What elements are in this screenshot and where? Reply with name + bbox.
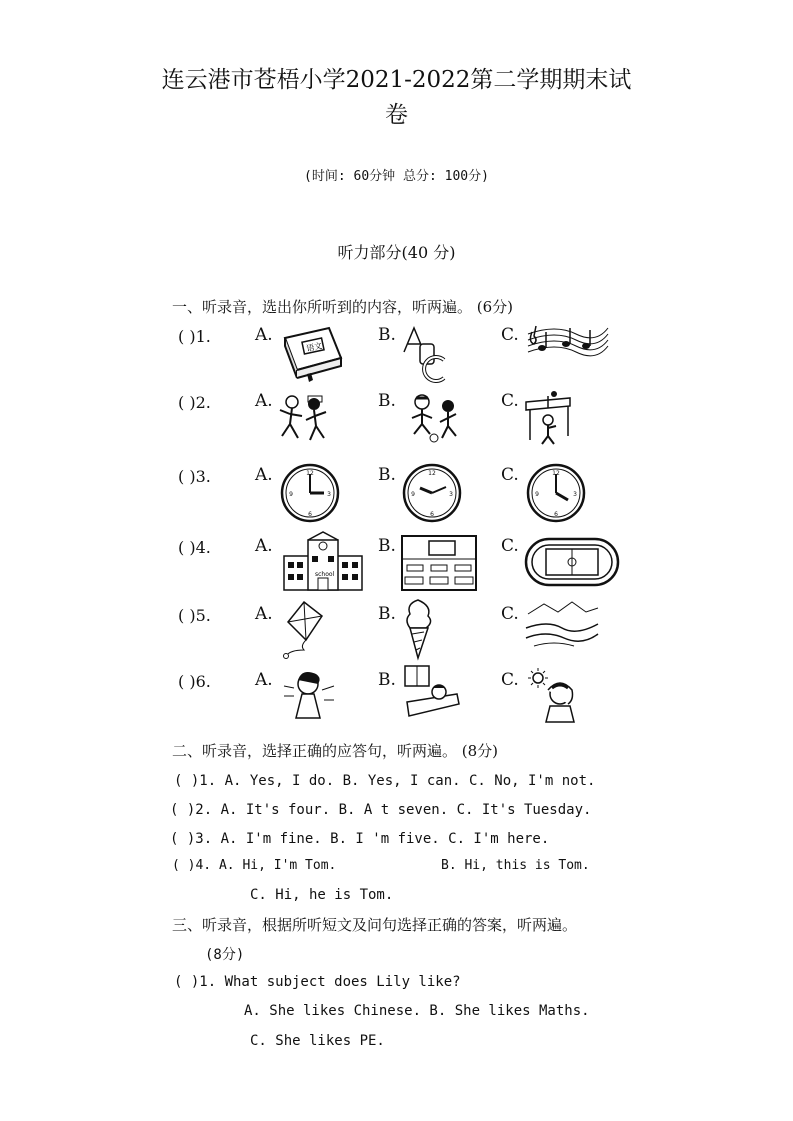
option-label-b: B. (378, 465, 396, 485)
option-label-b: B. (378, 391, 396, 411)
option-label-c: C. (501, 536, 519, 556)
listening-heading: 听力部分(40 分) (337, 243, 456, 262)
option-label-a: A. (255, 670, 273, 690)
option-label-c: C. (501, 325, 519, 345)
kids-football-picture (404, 392, 460, 446)
kite-picture (280, 600, 326, 660)
question-number: ( )4. (178, 538, 211, 557)
clock-picture-nine-fifteen (402, 462, 462, 524)
option-label-c: C. (501, 465, 519, 485)
svg-text:9: 9 (289, 491, 293, 498)
children-playing-picture (278, 392, 332, 444)
svg-text:3: 3 (327, 491, 331, 498)
river-landscape-picture (524, 600, 600, 650)
abc-letters-picture (400, 326, 448, 382)
svg-text:3: 3 (449, 491, 453, 498)
part3-question-1-options-ab: A. She likes Chinese. B. She likes Maths. (244, 1003, 590, 1019)
question-number: ( )1. (178, 327, 211, 346)
option-label-a: A. (255, 391, 273, 411)
question-number: ( )5. (178, 606, 211, 625)
part1-heading: 一、听录音，选出你所听到的内容，听两遍。 (6分) (172, 298, 514, 316)
svg-text:9: 9 (411, 491, 415, 498)
part2-question-1: ( )1. A. Yes, I do. B. Yes, I can. C. No, I'm not. (174, 773, 596, 789)
sports-field-picture (524, 537, 620, 587)
part2-question-3: ( )3. A. I'm fine. B. I 'm five. C. I'm here. (170, 831, 550, 847)
svg-text:6: 6 (308, 511, 312, 518)
question-number: ( )3. (178, 467, 211, 486)
girl-in-wind-picture (282, 666, 336, 724)
svg-text:12: 12 (306, 470, 314, 477)
option-label-c: C. (501, 670, 519, 690)
option-label-b: B. (378, 670, 396, 690)
school-sign-text: school (315, 571, 335, 578)
ping-pong-picture (524, 390, 574, 446)
clock-picture-four (526, 462, 586, 524)
part2-question-4-option-c: C. Hi, he is Tom. (250, 887, 394, 903)
option-label-b: B. (378, 536, 396, 556)
book-cover-text: 语文 (305, 341, 324, 354)
svg-text:3: 3 (573, 491, 577, 498)
option-label-a: A. (255, 465, 273, 485)
exam-info: (时间: 60分钟 总分: 100分) (304, 169, 489, 184)
svg-text:9: 9 (535, 491, 539, 498)
svg-text:12: 12 (552, 470, 560, 477)
part3-question-1-option-c: C. She likes PE. (250, 1033, 385, 1049)
option-label-c: C. (501, 604, 519, 624)
part3-heading: 三、听录音，根据所听短文及问句选择正确的答案，听两遍。 (172, 916, 578, 934)
part2-question-2: ( )2. A. It's four. B. A t seven. C. It's Tuesday. (170, 802, 592, 818)
svg-text:6: 6 (554, 511, 558, 518)
girl-with-sun-picture (524, 666, 580, 724)
option-label-c: C. (501, 391, 519, 411)
svg-text:12: 12 (428, 470, 436, 477)
part3-question-1: ( )1. What subject does Lily like? (174, 974, 461, 990)
boy-sleeping-picture (403, 664, 461, 720)
question-number: ( )2. (178, 393, 211, 412)
page-title: 连云港市苍梧小学2021-2022第二学期期末试 (161, 67, 632, 93)
option-label-a: A. (255, 604, 273, 624)
school-building-picture (282, 532, 364, 592)
option-label-a: A. (255, 325, 273, 345)
part2-question-4: ( )4. A. Hi, I'm Tom. (172, 858, 337, 873)
part2-question-4-option-b: B. Hi, this is Tom. (441, 858, 590, 873)
clock-picture-three (280, 462, 340, 524)
classroom-picture (401, 535, 477, 591)
part3-score: (8分) (205, 947, 245, 963)
part2-heading: 二、听录音，选择正确的应答句，听两遍。 (8分) (172, 742, 499, 760)
option-label-a: A. (255, 536, 273, 556)
page-title-line2: 卷 (385, 102, 408, 128)
chinese-book-picture (279, 324, 345, 382)
svg-text:6: 6 (430, 511, 434, 518)
music-notes-picture (526, 322, 610, 362)
ice-cream-picture (402, 600, 436, 660)
option-label-b: B. (378, 604, 396, 624)
option-label-b: B. (378, 325, 396, 345)
question-number: ( )6. (178, 672, 211, 691)
